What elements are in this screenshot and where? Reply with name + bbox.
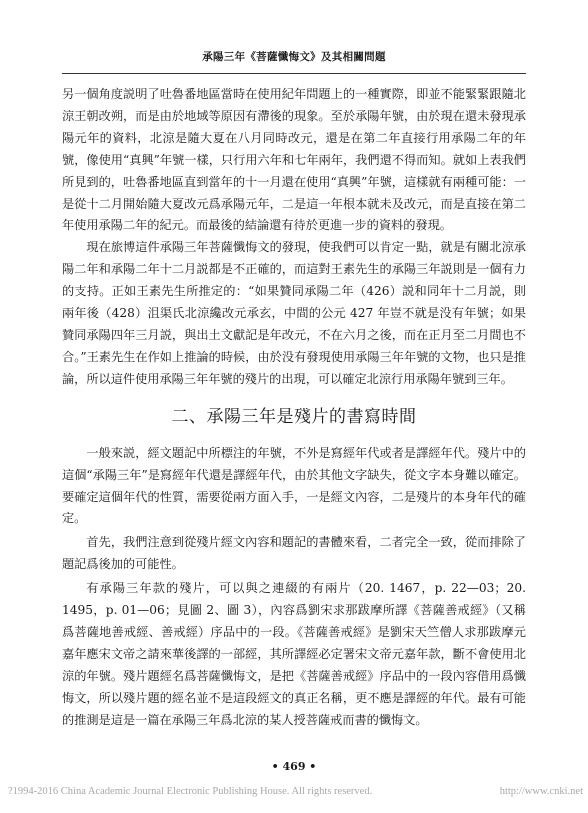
body-paragraph: 首先，我們注意到從殘片經文內容和題記的書體來看，二者完全一致，從而排除了題記爲後加的可能性。 <box>62 535 526 572</box>
body-paragraph: 現在旅博這件承陽三年菩薩懺悔文的發現，使我們可以肯定一點，就是有關北涼承陽二年和承陽二年十二月説都是不正確的，而這對王素先生的承陽三年説則是一個有力的支持。正如王素先生所推定的：“如果贊同承陽二年（426）説和同年十二月説，則兩年後（428）沮渠氏北涼纔改元承玄，中間的公元 427 年豈不就是没有年號；如果贊同承陽四年三月説，與出土文獻記是年改元，不在六月之後，而在正月至二月間也不合。”王素先生在作如上推論的時候，由於没有發現使用承陽三年年號的文物，也只是推論，所以這件使用承陽三年年號的殘片的出現，可以確定北涼行用承陽年號到三年。 <box>62 240 526 386</box>
section-heading: 二、承陽三年是殘片的書寫時間 <box>171 406 417 427</box>
page-number: • 469 • <box>271 760 317 773</box>
body-paragraph: 一般來説，經文題記中所標注的年號，不外是寫經年代或者是譯經年代。殘片中的這個“承陽三年”是寫經年代還是譯經年代，由於其他文字缺失，從文字本身難以確定。要確定這個年代的性質，需要從兩方面入手，一是經文內容，二是殘片的本身年代的確定。 <box>62 445 526 526</box>
running-title: 承陽三年《菩薩懺悔文》及其相關問題 <box>202 51 386 63</box>
header-rule <box>62 73 526 74</box>
article-body <box>62 84 526 731</box>
copyright-text: ?1994-2016 China Academic Journal Electronic Publishing House. All rights reserved. <box>8 786 373 797</box>
copyright-notice <box>8 786 583 797</box>
body-paragraph: 有承陽三年款的殘片，可以與之連綴的有兩片（20. 1467，p. 22—03；20. 1495，p. 01—06；見圖 2、圖 3），內容爲劉宋求那跋摩所譯《菩薩善戒經》（又稱爲菩薩地善戒經、善戒經）序品中的一段。《菩薩善戒經》是劉宋天竺僧人求那跋摩元嘉年應宋文帝之請來華後譯的一部經，其所譯經必定署宋文帝元嘉年款，斷不會使用北涼的年號。殘片題經名爲菩薩懺悔文，是把《菩薩善戒經》序品中的一段內容借用爲懺悔文，所以殘片題的經名並不是這段經文的真正名稱，更不應是譯經的年代。最有可能的推測是這是一篇在承陽三年爲北涼的某人授菩薩戒而書的懺悔文。 <box>62 581 526 727</box>
body-paragraph: 另一個角度説明了吐魯番地區當時在使用紀年問題上的一種實際，即並不能緊緊跟隨北涼王朝改朔，而是由於地域等原因有滯後的現象。至於承陽年號，由於現在還未發現承陽元年的資料，北涼是隨大夏在八月同時改元，還是在第二年直接行用承陽二年的年號，像使用“真興”年號一樣，只行用六年和七年兩年，我們還不得而知。就如上表我們所見到的，吐魯番地區直到當年的十一月還在使用“真興”年號，這樣就有兩種可能：一是從十二月開始隨大夏改元爲承陽元年，二是這一年根本就未及改元，而是直接在第二年使用承陽二年的紀元。而最後的結論還有待於更進一步的資料的發現。 <box>62 87 526 233</box>
publisher-link[interactable]: http://www.cnki.net <box>499 786 583 797</box>
